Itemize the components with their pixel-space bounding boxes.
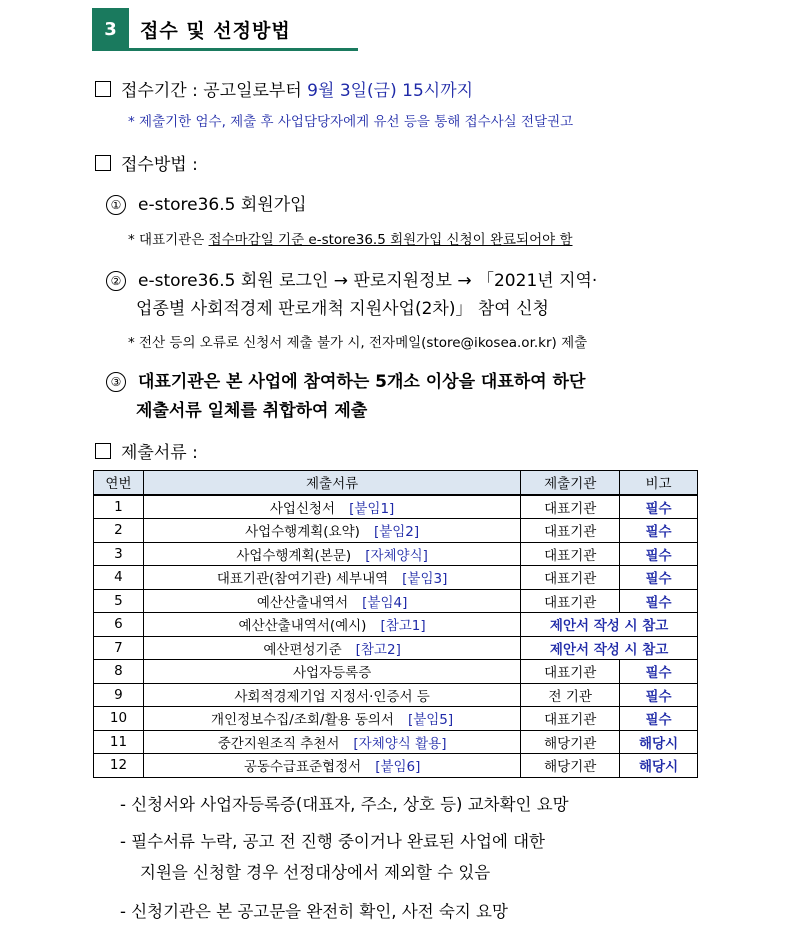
table-row xyxy=(94,660,698,684)
section-header xyxy=(92,8,358,51)
circled-number-icon: ① xyxy=(106,195,126,215)
row-doc: 예산산출내역서(예시) [참고1] xyxy=(143,613,520,637)
circled-number-icon: ② xyxy=(106,271,126,291)
row-note: 필수 xyxy=(620,707,698,731)
table-row xyxy=(94,589,698,613)
row-no: 12 xyxy=(94,754,144,778)
table-header-row xyxy=(94,471,698,495)
note-crosscheck: - 신청서와 사업자등록증(대표자, 주소, 상호 등) 교차확인 요망 xyxy=(120,795,569,814)
checkbox-square-icon xyxy=(95,81,111,97)
documents-table xyxy=(93,470,698,778)
row-no: 10 xyxy=(94,707,144,731)
checkbox-square-icon xyxy=(95,155,111,171)
row-note: 필수 xyxy=(620,660,698,684)
step1-note xyxy=(128,228,573,248)
row-no: 2 xyxy=(94,519,144,543)
row-note: 필수 xyxy=(620,542,698,566)
row-org: 대표기관 xyxy=(521,542,620,566)
method-label: 접수방법 : xyxy=(121,155,198,175)
row-note: 해당시 xyxy=(620,754,698,778)
row-doc: 개인정보수집/조회/활용 동의서 [붙임5] xyxy=(143,707,520,731)
step2-line2: 업종별 사회적경제 판로개척 지원사업(2차)」 참여 신청 xyxy=(136,299,549,319)
docs-label: 제출서류 : xyxy=(121,443,198,463)
period-line xyxy=(95,76,473,101)
table-row xyxy=(94,730,698,754)
step2-note: * 전산 등의 오류로 신청서 제출 불가 시, 전자메일(store@ikosea.or.kr) 제출 xyxy=(128,335,588,351)
header-note: 비고 xyxy=(620,471,698,495)
row-doc: 사업신청서 [붙임1] xyxy=(143,495,520,519)
step3-line1 xyxy=(106,367,585,392)
note-review: - 신청기관은 본 공고문을 완전히 확인, 사전 숙지 요망 xyxy=(120,902,508,921)
step3-text-1: 대표기관은 본 사업에 참여하는 5개소 이상을 대표하여 하단 xyxy=(138,372,586,392)
step1-line xyxy=(106,190,307,215)
row-org: 대표기관 xyxy=(521,566,620,590)
header-org: 제출기관 xyxy=(521,471,620,495)
table-row xyxy=(94,707,698,731)
row-org: 해당기관 xyxy=(521,754,620,778)
step2-line1 xyxy=(106,266,597,291)
row-note: 필수 xyxy=(620,683,698,707)
row-doc: 사업자등록증 xyxy=(143,660,520,684)
row-note: 필수 xyxy=(620,519,698,543)
header-doc: 제출서류 xyxy=(143,471,520,495)
row-no: 5 xyxy=(94,589,144,613)
row-note: 필수 xyxy=(620,566,698,590)
row-no: 6 xyxy=(94,613,144,637)
row-org: 대표기관 xyxy=(521,660,620,684)
period-label: 접수기간 : 공고일로부터 xyxy=(121,81,302,101)
section-number: 3 xyxy=(92,8,129,50)
header-no: 연번 xyxy=(94,471,144,495)
row-org: 전 기관 xyxy=(521,683,620,707)
table-row xyxy=(94,542,698,566)
row-note: 필수 xyxy=(620,495,698,519)
row-note: 제안서 작성 시 참고 xyxy=(521,636,698,660)
step1-note-underlined: 접수마감일 기준 e-store36.5 회원가입 신청이 완료되어야 함 xyxy=(208,232,573,248)
table-row xyxy=(94,754,698,778)
table-row xyxy=(94,495,698,519)
section-title: 접수 및 선정방법 xyxy=(140,20,291,42)
row-doc: 예산산출내역서 [붙임4] xyxy=(143,589,520,613)
row-org: 대표기관 xyxy=(521,707,620,731)
table-row xyxy=(94,613,698,637)
row-doc: 대표기관(참여기관) 세부내역 [붙임3] xyxy=(143,566,520,590)
table-row xyxy=(94,566,698,590)
row-doc: 중간지원조직 추천서 [자체양식 활용] xyxy=(143,730,520,754)
step3-line2: 제출서류 일체를 취합하여 제출 xyxy=(136,401,368,421)
checkbox-square-icon xyxy=(95,443,111,459)
table-row xyxy=(94,683,698,707)
row-doc: 예산편성기준 [참고2] xyxy=(143,636,520,660)
note-exclusion-2: 지원을 신청할 경우 선정대상에서 제외할 수 있음 xyxy=(140,863,491,882)
row-org: 대표기관 xyxy=(521,589,620,613)
row-note: 해당시 xyxy=(620,730,698,754)
step1-note-prefix: * 대표기관은 xyxy=(128,232,205,248)
row-no: 1 xyxy=(94,495,144,519)
row-doc: 공동수급표준협정서 [붙임6] xyxy=(143,754,520,778)
step2-text-1: e-store36.5 회원 로그인 → 판로지원정보 → 「2021년 지역· xyxy=(138,271,598,291)
row-note: 필수 xyxy=(620,589,698,613)
period-deadline: 9월 3일(금) 15시까지 xyxy=(307,81,474,101)
row-no: 11 xyxy=(94,730,144,754)
table-row xyxy=(94,519,698,543)
method-line xyxy=(95,150,198,175)
row-doc: 사업수행계획(요약) [붙임2] xyxy=(143,519,520,543)
table-row xyxy=(94,636,698,660)
row-doc: 사회적경제기업 지정서·인증서 등 xyxy=(143,683,520,707)
period-note: * 제출기한 엄수, 제출 후 사업담당자에게 유선 등을 통해 접수사실 전달권고 xyxy=(128,114,574,130)
row-no: 9 xyxy=(94,683,144,707)
row-doc: 사업수행계획(본문) [자체양식] xyxy=(143,542,520,566)
row-org: 대표기관 xyxy=(521,519,620,543)
note-exclusion-1: - 필수서류 누락, 공고 전 진행 중이거나 완료된 사업에 대한 xyxy=(120,832,545,851)
row-note: 제안서 작성 시 참고 xyxy=(521,613,698,637)
row-no: 8 xyxy=(94,660,144,684)
row-org: 대표기관 xyxy=(521,495,620,519)
row-no: 4 xyxy=(94,566,144,590)
circled-number-icon: ③ xyxy=(106,372,126,392)
row-org: 해당기관 xyxy=(521,730,620,754)
row-no: 7 xyxy=(94,636,144,660)
docs-line xyxy=(95,438,198,463)
row-no: 3 xyxy=(94,542,144,566)
step1-text: e-store36.5 회원가입 xyxy=(138,195,307,215)
